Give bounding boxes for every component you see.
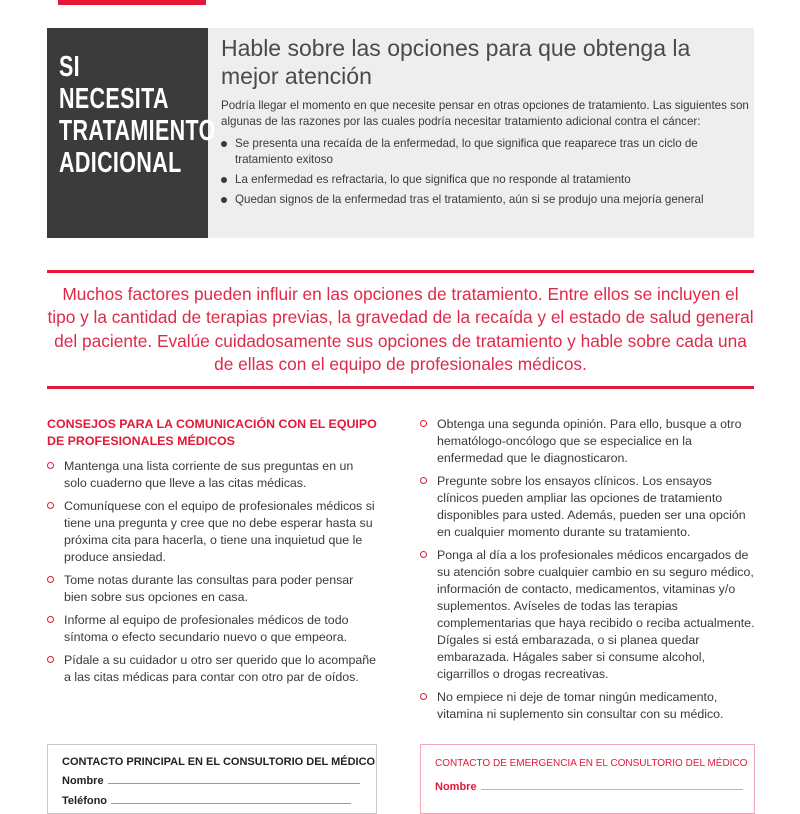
list-item-text: Informe al equipo de profesionales médicos de todo síntoma o efecto secundario nuevo o que empeora. (64, 613, 349, 644)
section-heading: Hable sobre las opciones para que obtenga la mejor atención (221, 35, 691, 89)
list-item (47, 458, 377, 492)
name-label: Nombre (62, 775, 104, 787)
list-item (221, 192, 749, 208)
circle-bullet-icon (47, 616, 54, 623)
circle-bullet-icon (420, 477, 427, 484)
tips-list-right (420, 416, 755, 723)
list-item (47, 612, 377, 646)
list-item-text: Ponga al día a los profesionales médicos encargados de su atención sobre cualquier cambio en su seguro médico, información de contacto, medicamentos, vitaminas y/o suplementos. Avíseles de todas las terapias complementarias que haya recibido o reciba actualmente. Dígales si está embarazada, o si planea quedar embarazada. Hágales saber si consume alcohol, cigarrillos o drogas recreativas. (437, 548, 755, 681)
phone-label: Teléfono (62, 795, 108, 807)
list-item-text: Comuníquese con el equipo de profesionales médicos si tiene una pregunta y cree que no debe esperar hasta su próxima cita para hacerla, o tiene una inquietud que le produce ansiedad. (64, 499, 375, 564)
primary-phone-field (62, 795, 351, 807)
list-item (420, 416, 755, 467)
additional-treatment-section (47, 28, 754, 238)
top-accent-bar (58, 0, 206, 5)
list-item (47, 652, 377, 686)
list-item (221, 172, 749, 188)
tips-heading: CONSEJOS PARA LA COMUNICACIÓN CON EL EQUIPO DE PROFESIONALES MÉDICOS (47, 417, 377, 448)
bullet-icon (221, 197, 227, 203)
section-intro: Podría llegar el momento en que necesite pensar en otras opciones de tratamiento. Las siguientes son algunas de las razones por las cuales podría necesitar tratamiento adicional contra el cáncer: (221, 99, 749, 128)
primary-contact-title: CONTACTO PRINCIPAL EN EL CONSULTORIO DEL MÉDICO (62, 756, 376, 768)
list-item (420, 473, 755, 541)
list-item-text: No empiece ni deje de tomar ningún medicamento, vitamina ni suplemento sin consultar con su médico. (437, 690, 724, 721)
circle-bullet-icon (47, 502, 54, 509)
circle-bullet-icon (420, 551, 427, 558)
list-item (47, 498, 377, 566)
reasons-list (221, 136, 749, 208)
callout-bottom-rule (47, 386, 754, 389)
emergency-contact-box (420, 744, 755, 814)
section-content (221, 34, 749, 212)
callout-text: Muchos factores pueden influir en las opciones de tratamiento. Entre ellos se incluyen el tipo y la cantidad de terapias previas, la gravedad de la recaída y el estado de salud general del paciente. Evalúe cuidadosamente sus opciones de tratamiento y hable sobre cada una de ellas con el equipo de profesionales médicos. (47, 284, 754, 374)
emergency-name-field (435, 781, 743, 793)
phone-line[interactable] (111, 803, 351, 804)
callout-top-rule (47, 270, 754, 273)
name-label: Nombre (435, 781, 477, 793)
primary-name-field (62, 775, 360, 787)
section-label-panel (47, 28, 216, 238)
circle-bullet-icon (420, 420, 427, 427)
list-item-text: Se presenta una recaída de la enfermedad, lo que significa que reaparece tras un ciclo de tratamiento exitoso (235, 137, 698, 166)
list-item-text: La enfermedad es refractaria, lo que significa que no responde al tratamiento (235, 173, 631, 186)
bullet-icon (221, 177, 227, 183)
emergency-contact-title: CONTACTO DE EMERGENCIA EN EL CONSULTORIO DEL MÉDICO (435, 758, 748, 769)
list-item-text: Mantenga una lista corriente de sus preguntas en un solo cuaderno que lleve a las citas médicas. (64, 459, 354, 490)
circle-bullet-icon (47, 576, 54, 583)
list-item-text: Obtenga una segunda opinión. Para ello, busque a otro hematólogo-oncólogo que se especialice en la enfermedad que le diagnosticaron. (437, 417, 742, 465)
list-item (47, 572, 377, 606)
primary-contact-box (47, 744, 377, 814)
list-item (420, 689, 755, 723)
list-item (221, 136, 749, 168)
tips-right-column (420, 416, 755, 729)
list-item-text: Tome notas durante las consultas para poder pensar bien sobre sus opciones en casa. (64, 573, 354, 604)
list-item-text: Quedan signos de la enfermedad tras el tratamiento, aún si se produjo una mejoría general (235, 193, 704, 206)
list-item-text: Pregunte sobre los ensayos clínicos. Los ensayos clínicos pueden ampliar las opciones de tratamiento disponibles para usted. Además, pueden ser una opción en cualquier momento durante su tratamiento. (437, 474, 746, 539)
bullet-icon (221, 141, 227, 147)
circle-bullet-icon (47, 656, 54, 663)
name-line[interactable] (481, 789, 743, 790)
list-item-text: Pídale a su cuidador u otro ser querido que lo acompañe a las citas médicas para contar con otro par de oídos. (64, 653, 377, 684)
circle-bullet-icon (420, 693, 427, 700)
tips-list-left (47, 458, 377, 686)
list-item (420, 547, 755, 683)
tips-left-column (47, 416, 377, 692)
circle-bullet-icon (47, 462, 54, 469)
section-label: SI NECESITA TRATAMIENTO ADICIONAL (59, 51, 216, 179)
name-line[interactable] (108, 783, 360, 784)
